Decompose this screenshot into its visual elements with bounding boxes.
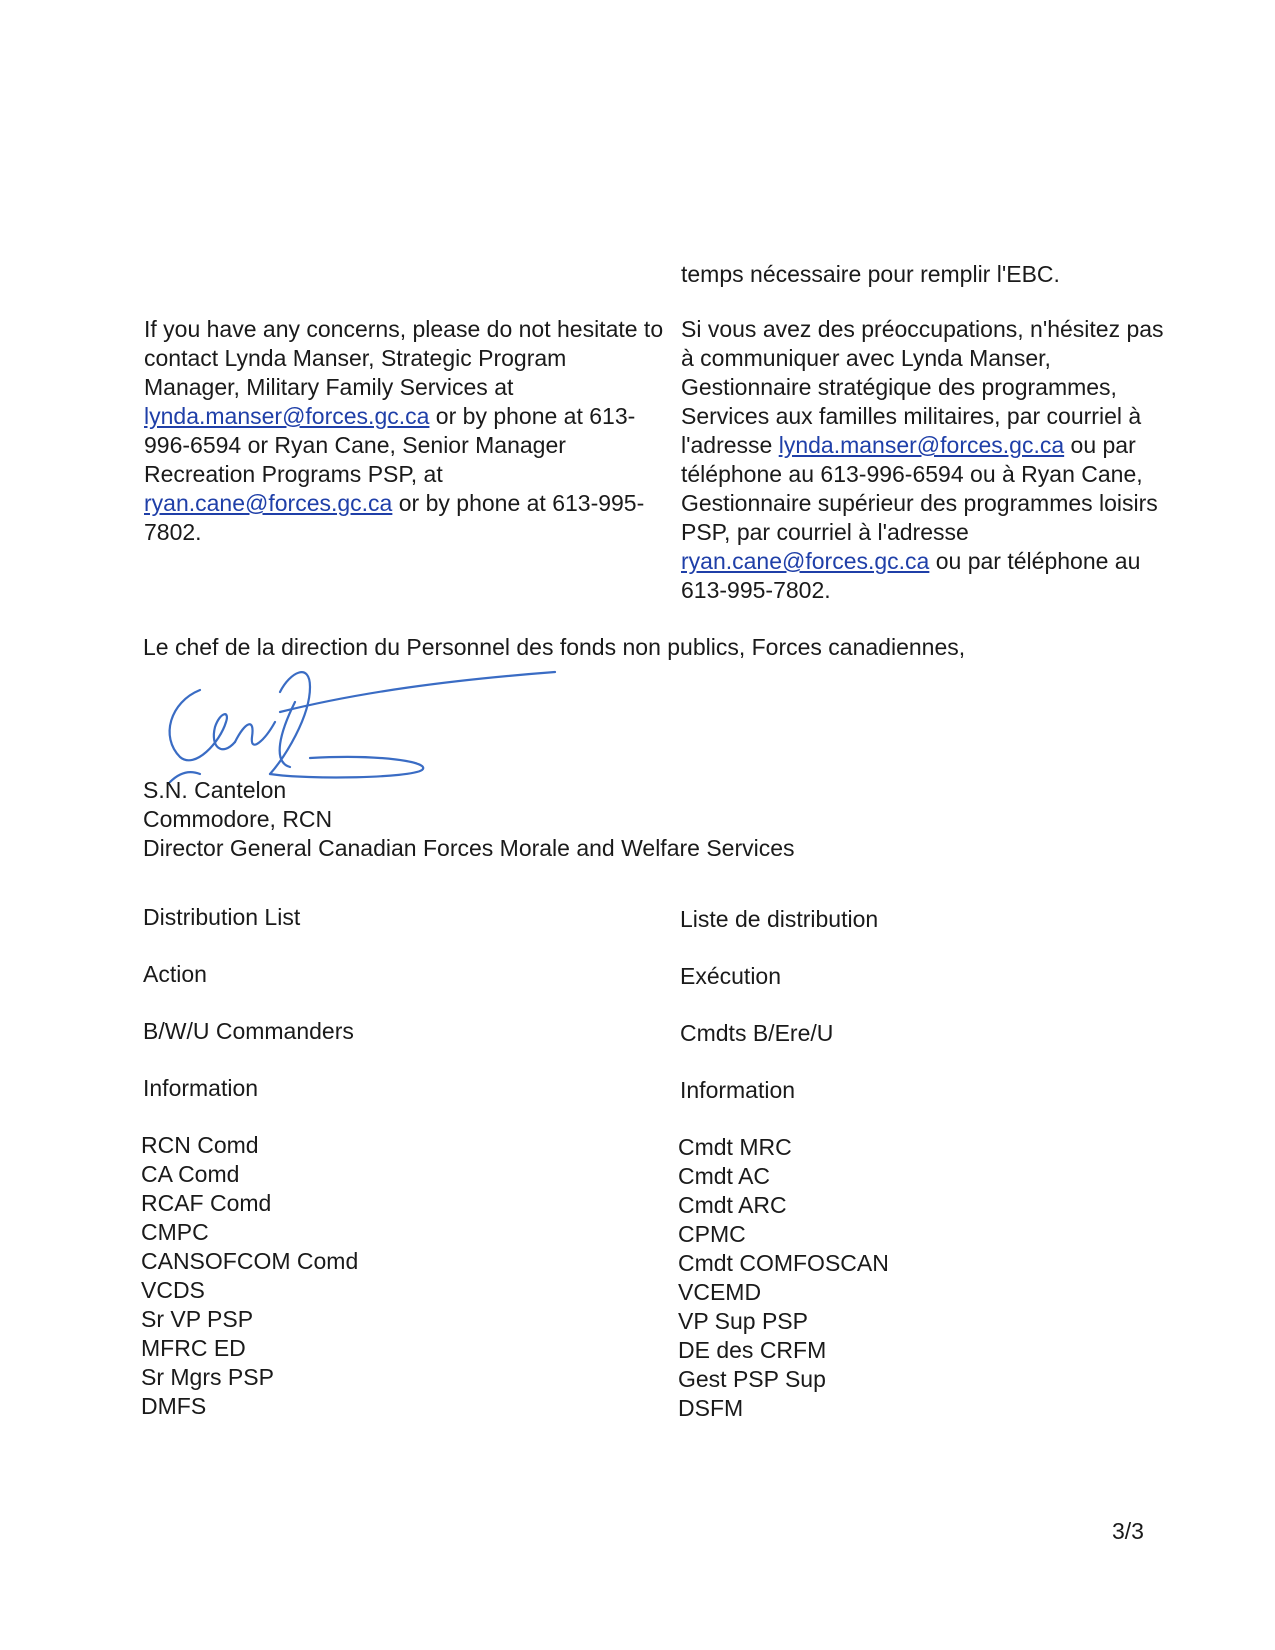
en-email-link-cane[interactable]: ryan.cane@forces.gc.ca (144, 490, 393, 516)
fr-carryover-text: temps nécessaire pour remplir l'EBC. (681, 261, 1060, 287)
list-item: CMPC (141, 1219, 209, 1245)
fr-info-list (678, 1133, 889, 1423)
en-contact-text-3: or by phone at 613-995-7802. (144, 490, 645, 545)
signatory-title: Director General Canadian Forces Morale and Welfare Services (143, 835, 795, 861)
fr-action-label: Exécution (680, 963, 782, 989)
en-contact-text-2: or by phone at 613-996-6594 or Ryan Cane, Senior Manager Recreation Programs PSP, at (144, 403, 636, 487)
list-item: DSFM (678, 1395, 744, 1421)
list-item: Sr Mgrs PSP (141, 1364, 274, 1390)
list-item: Cmdt COMFOSCAN (678, 1250, 889, 1276)
en-action-label: Action (143, 961, 207, 987)
list-item: Cmdt MRC (678, 1134, 792, 1160)
en-email-link-manser[interactable]: lynda.manser@forces.gc.ca (144, 403, 430, 429)
signatory-rank: Commodore, RCN (143, 806, 333, 832)
list-item: RCAF Comd (141, 1190, 272, 1216)
fr-contact-text-2: ou par téléphone au 613-996-6594 ou à Ryan Cane, Gestionnaire supérieur des programmes loisirs PSP, par courriel à l'adresse (681, 432, 1158, 545)
fr-action-item: Cmdts B/Ere/U (680, 1020, 834, 1046)
en-distribution-heading: Distribution List (143, 904, 301, 930)
fr-info-label: Information (680, 1077, 796, 1103)
en-info-list (141, 1131, 358, 1421)
closing-line: Le chef de la direction du Personnel des fonds non publics, Forces canadiennes, (143, 634, 966, 660)
fr-distribution-heading: Liste de distribution (680, 906, 879, 932)
en-info-label: Information (143, 1075, 259, 1101)
list-item: Gest PSP Sup (678, 1366, 826, 1392)
page-number: 3/3 (1112, 1518, 1144, 1544)
en-contact-text-1: If you have any concerns, please do not hesitate to contact Lynda Manser, Strategic Program Manager, Military Family Services at (144, 316, 664, 400)
fr-email-link-cane[interactable]: ryan.cane@forces.gc.ca (681, 548, 930, 574)
en-contact-paragraph (144, 315, 664, 547)
list-item: CPMC (678, 1221, 746, 1247)
list-item: Sr VP PSP (141, 1306, 254, 1332)
list-item: Cmdt ARC (678, 1192, 787, 1218)
list-item: CANSOFCOM Comd (141, 1248, 359, 1274)
fr-contact-text-1: Si vous avez des préoccupations, n'hésitez pas à communiquer avec Lynda Manser, Gestionnaire stratégique des programmes, Services aux familles militaires, par courriel à l'adresse (681, 316, 1164, 458)
fr-email-link-manser[interactable]: lynda.manser@forces.gc.ca (778, 432, 1065, 458)
list-item: VP Sup PSP (678, 1308, 808, 1334)
signature-image (160, 662, 560, 792)
signatory-name: S.N. Cantelon (143, 777, 287, 803)
list-item: MFRC ED (141, 1335, 246, 1361)
list-item: RCN Comd (141, 1132, 259, 1158)
fr-contact-paragraph (681, 315, 1181, 605)
list-item: DMFS (141, 1393, 207, 1419)
list-item: VCDS (141, 1277, 205, 1303)
list-item: CA Comd (141, 1161, 240, 1187)
fr-contact-text-3: ou par téléphone au 613-995-7802. (681, 548, 1141, 603)
list-item: DE des CRFM (678, 1337, 827, 1363)
list-item: VCEMD (678, 1279, 762, 1305)
en-action-item: B/W/U Commanders (143, 1018, 354, 1044)
list-item: Cmdt AC (678, 1163, 771, 1189)
